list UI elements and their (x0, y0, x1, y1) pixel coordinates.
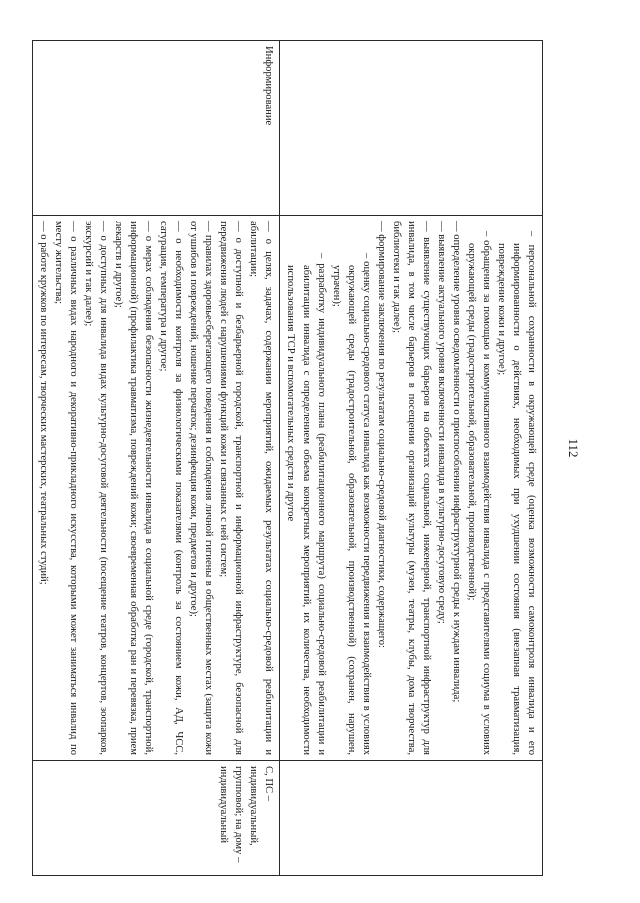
row2-content-cell (32, 216, 280, 761)
list-item: — о необходимости контроля за физиологическими показателями (контроль за состоянием кожи, АД, ЧСС, сатурация, температура и другое; (158, 221, 185, 755)
list-item: — о работе кружков по интересам, творческих мастерских, театральных студий; (38, 221, 49, 585)
list-item: — правилах здоровьесберегающего поведения и соблюдения личной гигиены в общественных местах (защита кожи от ушибов и повреждений, ношение перчаток; дезинфекция кожи, предметов и другое); (188, 221, 215, 755)
list-item: — выявление существующих барьеров на объектах социальной, инженерной, транспортной инфраструктур для инвалида, в том числе барьеров в посещении организаций культуры (музеи, театры, клубы, дома творчества, библиотеки и так далее); (390, 221, 432, 755)
list-item: – оценку социально-средового статуса инвалида как возможности передвижения и взаимодействия в условиях окружающей среды (градостроительной, образовательной, производственной) (сохранен, нарушен, утрачен); (330, 253, 372, 755)
page-number: 112 (566, 438, 581, 458)
rotated-page (38, 40, 543, 875)
list-item: — о мерах соблюдения безопасности жизнедеятельности инвалида в социальной среде (городской, транспортной, информационной) (профилактика травматизма, повреждений кожи; своевременная обработка ран и перевязка, прием лекарств и другое); (113, 221, 155, 755)
list-item: — выявление актуального уровня включенности инвалида в культурно-досуговую среду; (435, 221, 447, 624)
list-item: — о доступной и безбарьерной городской, транспортной и информационной инфраструктуре, безопасной для передвижения людей с нарушениями функций кожи и связанных с ней систем; (218, 221, 245, 755)
row2-section-cell: Информирование (32, 41, 280, 216)
row1-content-cell (280, 216, 543, 761)
row1-section-cell (280, 41, 543, 216)
list-item: — о различных видах народного и декоративно-прикладного искусства, которыми может заниматься инвалид по месту жительства; (53, 221, 80, 755)
list-item: — определение уровня осведомленности о приспособлении инфраструктурной среды к нуждам инвалида; (450, 221, 462, 703)
table-row (280, 41, 543, 876)
row1-format-cell (280, 761, 543, 876)
list-item: — о целях, задачах, содержании мероприятий, ожидаемых результатах социально-средовой реабилитации и абилитации; (248, 221, 275, 755)
list-item: – обращения за помощью и коммуникативного взаимодействия инвалида с представителями социума в условиях окружающей среды (градостроительной, образовательной, производственной); (465, 231, 492, 755)
list-item: – персональной сохранности в окружающей среде (оценка возможности самоконтроля инвалида и его информированности о действиях, необходимых при ухудшении состояния (внезапная травматизация, повреждение кожи и другое); (495, 231, 537, 755)
table-row (32, 41, 280, 876)
list-item: – разработку индивидуального плана (реабилитационного маршрута) социально-средовой реабилитации и абилитации инвалида с определением объема конкретных мероприятий, их количества, необходимости использования ТСР и вспомогательных средств и другое (285, 253, 327, 755)
list-item: — о доступных для инвалида видах культурно-досуговой деятельности (посещение театров, концертов, зоопарков, экскурсий и так далее); (83, 221, 110, 755)
content-table (32, 40, 543, 876)
list-item: — формирование заключения по результатам социально-средовой диагностики, содержащего: (375, 221, 387, 649)
row2-format-cell: С, ПС – индивидуальный, групповой; на дому – индивидуальный (32, 761, 280, 876)
